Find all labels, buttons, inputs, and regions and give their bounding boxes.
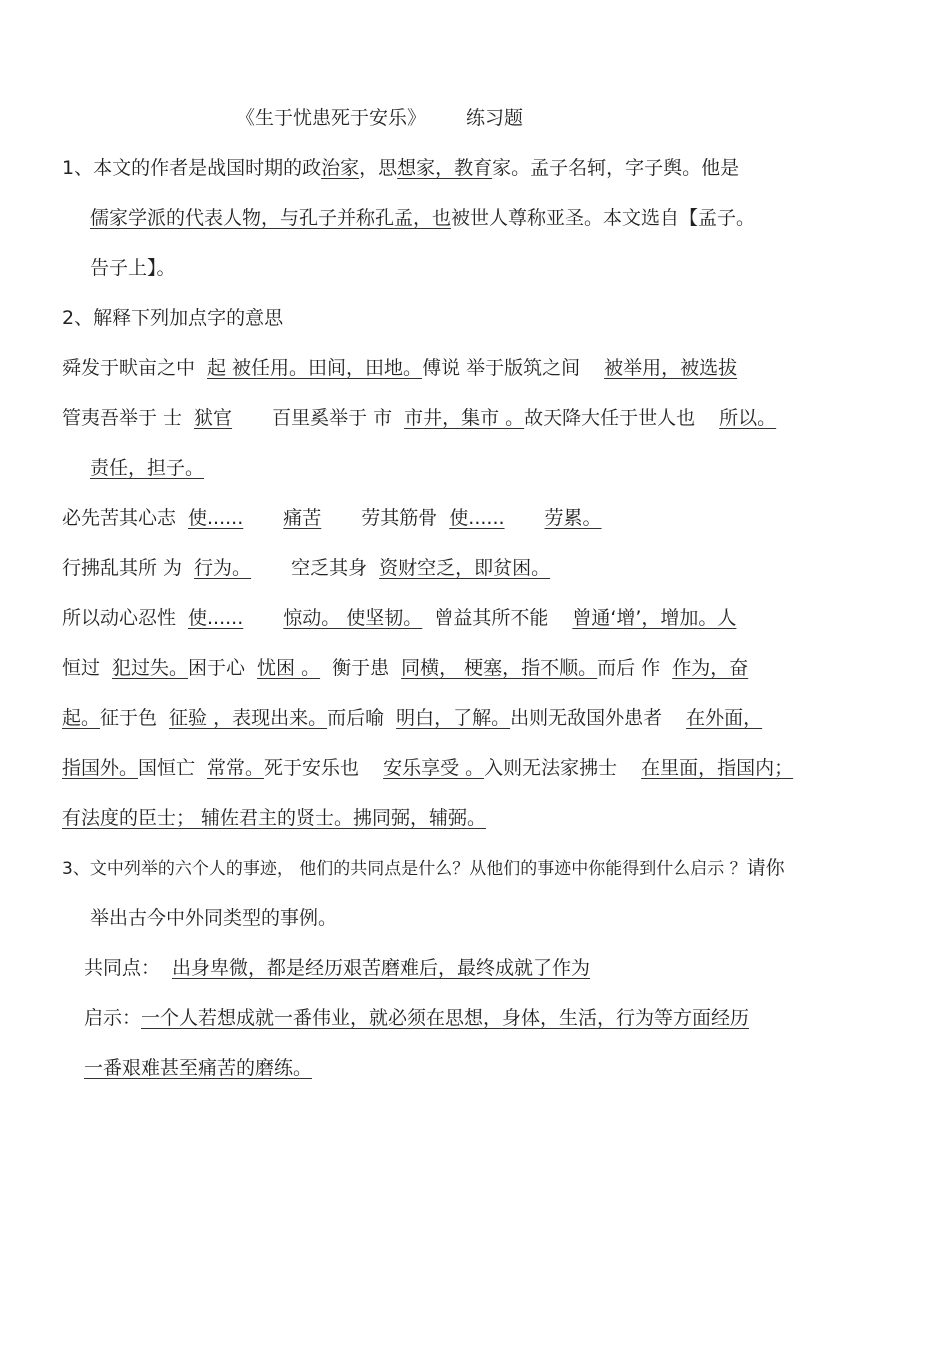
title-text: 《生于忧患死于安乐》 [236,107,427,129]
phrase: 舜发于畎亩之中 [62,357,196,379]
answer: 在里面，指国内； [641,757,794,779]
q2-line-4 [62,505,602,531]
q2-line-3 [90,455,204,481]
title-suffix: 练习题 [466,107,524,129]
answer: 犯过失。 [112,657,189,679]
answer: 使...... [188,607,244,629]
answer: 行为。 [194,557,252,579]
phrase: 百里奚举于 市 [272,407,393,429]
answer: 在外面， [686,707,763,729]
q1-text: 1、本文的作者是战国时期的政 [62,157,322,179]
q2-line-1 [62,355,737,381]
phrase: 空乏其身 [291,557,368,579]
answer: 劳累。 [544,507,602,529]
q2-line-10 [62,805,486,831]
q2-line-7 [62,655,748,681]
phrase: 行拂乱其所 为 [62,557,183,579]
answer: 同横， 梗塞，指不顺。 [401,657,598,679]
phrase: 入则无法家拂士 [484,757,618,779]
answer: 起 被任用。田间，田地。 [207,357,423,379]
phrase: 出则无敌国外患者 [510,707,663,729]
q1-text: 告子上】。 [90,257,176,279]
insight-label: 启示： [84,1007,142,1029]
phrase: 管夷吾举于 士 [62,407,183,429]
common-answer: 出身卑微，都是经历艰苦磨难后，最终成就了作为 [172,957,591,979]
q3-insight-2 [84,1055,312,1081]
q2-heading-text: 2、解释下列加点字的意思 [62,307,284,329]
answer: 狱官 [194,407,233,429]
phrase: 故天降大任于世人也 [524,407,696,429]
answer: 资财空乏，即贫困。 [379,557,551,579]
q3-common [84,955,590,981]
answer: 常常。 [207,757,265,779]
answer: 使...... [449,507,505,529]
phrase: 曾益其所不能 [434,607,549,629]
answer: 责任，担子。 [90,457,205,479]
phrase: 困于心 [188,657,246,679]
q3-insight [84,1005,749,1031]
q1-line-1 [62,155,739,181]
phrase: 而后 作 [597,657,661,679]
q3-question: 请你 [746,857,785,879]
answer: 起。 [62,707,101,729]
phrase: 而后喻 [327,707,385,729]
q1-line-3 [90,255,176,281]
q2-line-8 [62,705,762,731]
phrase: 国恒亡 [138,757,196,779]
q1-text: 被世人尊称亚圣。本文选自【孟子。 [451,207,756,229]
q3-line-1 [62,855,785,881]
q3-question: 举出古今中外同类型的事例。 [90,907,338,929]
phrase: 傅说 举于版筑之间 [422,357,581,379]
q1-underline: 想家，教育 [397,157,493,179]
answer: 征验 ，表现出来。 [169,707,328,729]
answer: 指国外。 [62,757,139,779]
q1-text: ，思 [359,157,398,179]
answer: 使...... [188,507,244,529]
phrase: 劳其筋骨 [361,507,438,529]
answer: 被举用，被选拔 [604,357,738,379]
q3-line-2 [90,905,337,931]
answer: 安乐享受 。 [383,757,485,779]
common-label: 共同点： [84,957,161,979]
answer: 所以。 [719,407,777,429]
answer: 痛苦 [283,507,322,529]
q2-line-2 [62,405,776,431]
answer: 市井，集市 。 [404,407,525,429]
q1-text: 家。孟子名轲，字子舆。他是 [492,157,740,179]
q3-question: 3、文中列举的六个人的事迹， 他们的共同点是什么？从他们的事迹中你能得到什么启示 ？ [62,859,747,879]
q2-heading [62,305,283,331]
insight-answer: 一番艰难甚至痛苦的磨练。 [84,1057,313,1079]
phrase: 恒过 [62,657,101,679]
q2-line-5 [62,555,550,581]
answer: 曾通‘增’，增加。人 [572,607,737,629]
q1-underline: 孟，也 [394,207,452,229]
answer: 作为，奋 [672,657,749,679]
q1-underline: 儒家学派的代表人物，与孔子并称孔 [90,207,395,229]
q1-underline: 治家 [321,157,360,179]
answer: 明白，了解。 [396,707,511,729]
answer: 忧困 。 [257,657,321,679]
answer: 有法度的臣士； 辅佐君主的贤士。拂同弼，辅弼。 [62,807,487,829]
phrase: 所以动心忍性 [62,607,177,629]
phrase: 死于安乐也 [264,757,360,779]
insight-answer: 一个人若想成就一番伟业，就必须在思想，身体，生活，行为等方面经历 [141,1007,750,1029]
phrase: 征于色 [100,707,158,729]
q2-line-6 [62,605,736,631]
answer: 惊动。 使坚韧。 [283,607,423,629]
phrase: 必先苦其心志 [62,507,177,529]
phrase: 衡于患 [332,657,390,679]
page-title [236,105,523,131]
q1-line-2 [90,205,755,231]
q2-line-9 [62,755,793,781]
